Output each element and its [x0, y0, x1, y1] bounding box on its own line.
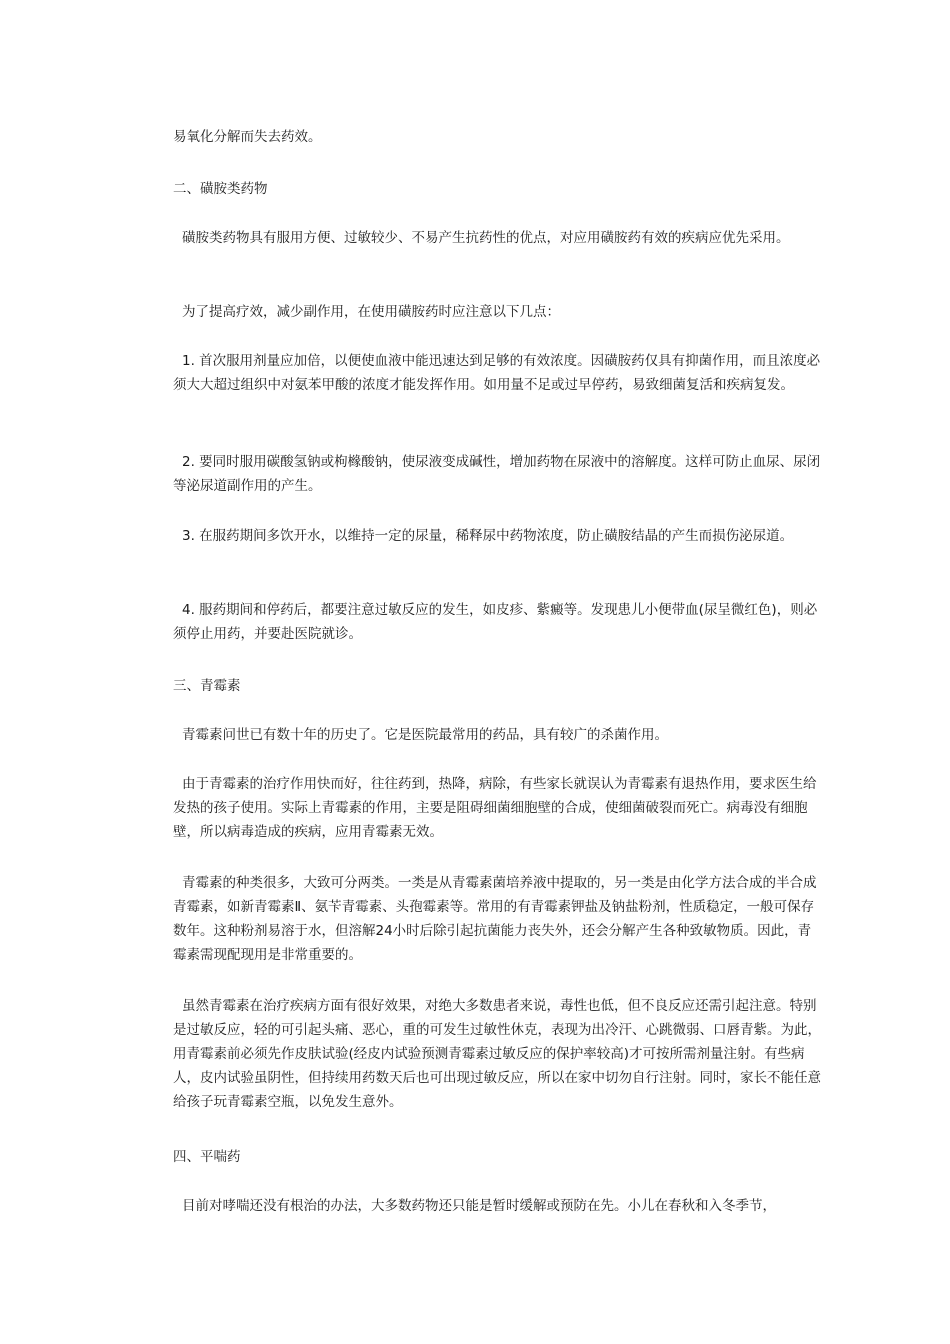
paragraph-sulfa-item-2: 2. 要同时服用碳酸氢钠或枸橼酸钠，使尿液变成碱性，增加药物在尿液中的溶解度。这样可防止血尿、尿闭等泌尿道副作用的产生。 — [173, 454, 821, 494]
paragraph-sulfa-notes: 为了提高疗效，减少副作用，在使用磺胺药时应注意以下几点： — [182, 304, 560, 320]
paragraph-sulfa-intro: 磺胺类药物具有服用方便、过敏较少、不易产生抗药性的优点，对应用磺胺药有效的疾病应优先采用。 — [182, 230, 790, 246]
paragraph-penicillin-4: 虽然青霉素在治疗疾病方面有很好效果，对绝大多数患者来说，毒性也低，但不良反应还需引起注意。特别是过敏反应，轻的可引起头痛、恶心，重的可发生过敏性休克，表现为出冷汗、心跳微弱、口唇青紫。为此， 用青霉素前必须先作皮肤试验(经皮内试验预测青霉素过敏反应的保护率较高)才可按所需剂量注射。有些病人，皮内试验虽阴性，但持续用药数天后也可出现过敏反应，所以在家中切勿自行注射。同时，家长不能任意给孩子玩青霉素空瓶，以免发生意外。 — [173, 998, 821, 1110]
paragraph-penicillin-2: 由于青霉素的治疗作用快而好，往往药到，热降，病除，有些家长就误认为青霉素有退热作用，要求医生给发热的孩子使用。实际上青霉素的作用，主要是阻碍细菌细胞壁的合成，使细菌破裂而死亡。病毒没有细胞壁，所以病毒造成的疾病，应用青霉素无效。 — [173, 776, 817, 840]
paragraph-sulfa-item-4: 4. 服药期间和停药后，都要注意过敏反应的发生，如皮疹、紫癜等。发现患儿小便带血(尿呈微红色)，则必须停止用药，并要赴医院就诊。 — [173, 602, 818, 642]
paragraph-intro: 易氧化分解而失去药效。 — [173, 129, 322, 145]
heading-antiasthmatics: 四、平喘药 — [173, 1149, 241, 1165]
paragraph-sulfa-item-1: 1. 首次服用剂量应加倍，以便使血液中能迅速达到足够的有效浓度。因磺胺药仅具有抑菌作用，而且浓度必须大大超过组织中对氨苯甲酸的浓度才能发挥作用。如用量不足或过早停药，易致细菌复活和疾病复发。 — [173, 353, 821, 393]
heading-penicillin: 三、青霉素 — [173, 678, 241, 694]
paragraph-penicillin-1: 青霉素问世已有数十年的历史了。它是医院最常用的药品，具有较广的杀菌作用。 — [182, 727, 668, 743]
heading-sulfonamides: 二、磺胺类药物 — [173, 181, 268, 197]
paragraph-asthma: 目前对哮喘还没有根治的办法，大多数药物还只能是暂时缓解或预防在先。小儿在春秋和入冬季节， — [182, 1198, 776, 1214]
paragraph-penicillin-3: 青霉素的种类很多，大致可分两类。一类是从青霉素菌培养液中提取的，另一类是由化学方法合成的半合成青霉素，如新青霉素Ⅱ、氨苄青霉素、头孢霉素等。常用的有青霉素钾盐及钠盐粉剂，性质稳定，一般可保存数年。这种粉剂易溶于水，但溶解24小时后除引起抗菌能力丧失外，还会分解产生各种致敏物质。因此，青霉素需现配现用是非常重要的。 — [173, 875, 817, 963]
paragraph-sulfa-item-3: 3. 在服药期间多饮开水，以维持一定的尿量，稀释尿中药物浓度，防止磺胺结晶的产生而损伤泌尿道。 — [182, 528, 794, 544]
